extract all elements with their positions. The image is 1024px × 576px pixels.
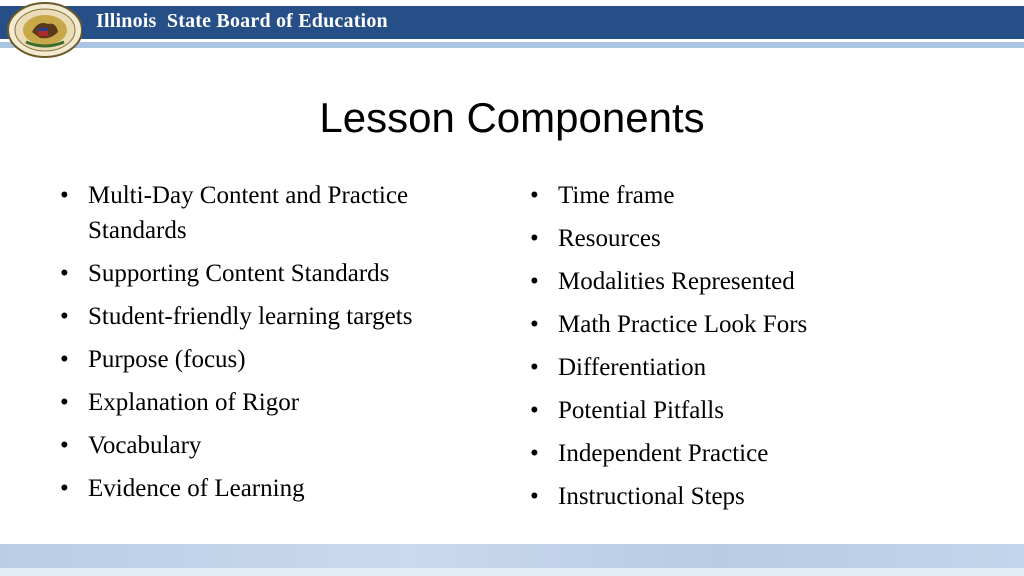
bullet-item bbox=[60, 342, 500, 377]
footer-shade bbox=[0, 568, 1024, 576]
bullet-text: Time frame bbox=[558, 182, 675, 209]
bullet-item bbox=[60, 428, 500, 463]
header-title: Illinois State Board of Education bbox=[96, 10, 388, 32]
bullet-text: Differentiation bbox=[558, 354, 707, 381]
header-stripe bbox=[0, 42, 1024, 48]
bullet-item bbox=[530, 307, 970, 342]
bullet-marker: • bbox=[60, 260, 69, 287]
bullet-item bbox=[530, 264, 970, 299]
slide-title: Lesson Components bbox=[319, 94, 705, 141]
bullet-item bbox=[530, 436, 970, 471]
bullet-marker: • bbox=[60, 432, 69, 459]
bullet-marker: • bbox=[530, 225, 539, 252]
bullet-item bbox=[60, 299, 500, 334]
bullet-item bbox=[530, 393, 970, 428]
bullet-item bbox=[530, 479, 970, 514]
bullet-item bbox=[530, 178, 970, 213]
bullet-text: Vocabulary bbox=[88, 432, 202, 459]
footer-bar bbox=[0, 544, 1024, 568]
state-seal-logo bbox=[4, 2, 82, 58]
left-bullet-list bbox=[60, 178, 500, 514]
bullet-marker: • bbox=[530, 440, 539, 467]
bullet-text: Explanation of Rigor bbox=[88, 389, 300, 416]
bullet-text: Resources bbox=[558, 225, 661, 252]
bullet-text: Math Practice Look Fors bbox=[558, 311, 808, 338]
bullet-text: Student-friendly learning targets bbox=[88, 303, 413, 330]
bullet-item bbox=[60, 385, 500, 420]
bullet-item bbox=[530, 350, 970, 385]
bullet-text: Multi-Day Content and Practice Standards bbox=[88, 182, 409, 244]
bullet-marker: • bbox=[60, 303, 69, 330]
bullet-text: Independent Practice bbox=[558, 440, 769, 467]
bullet-item bbox=[60, 178, 500, 248]
bullet-item bbox=[60, 256, 500, 291]
bullet-marker: • bbox=[530, 311, 539, 338]
right-bullet-list bbox=[530, 178, 970, 522]
bullet-marker: • bbox=[530, 354, 539, 381]
bullet-text: Purpose (focus) bbox=[88, 346, 246, 373]
bullet-marker: • bbox=[60, 389, 69, 416]
bullet-marker: • bbox=[530, 397, 539, 424]
bullet-marker: • bbox=[60, 182, 69, 209]
bullet-text: Supporting Content Standards bbox=[88, 260, 390, 287]
bullet-text: Evidence of Learning bbox=[88, 475, 305, 502]
bullet-item bbox=[60, 471, 500, 506]
bullet-item bbox=[530, 221, 970, 256]
bullet-marker: • bbox=[530, 268, 539, 295]
bullet-text: Instructional Steps bbox=[558, 483, 745, 510]
bullet-marker: • bbox=[530, 182, 539, 209]
bullet-marker: • bbox=[60, 346, 69, 373]
bullet-text: Potential Pitfalls bbox=[558, 397, 724, 424]
bullet-text: Modalities Represented bbox=[558, 268, 795, 295]
bullet-marker: • bbox=[60, 475, 69, 502]
bullet-marker: • bbox=[530, 483, 539, 510]
